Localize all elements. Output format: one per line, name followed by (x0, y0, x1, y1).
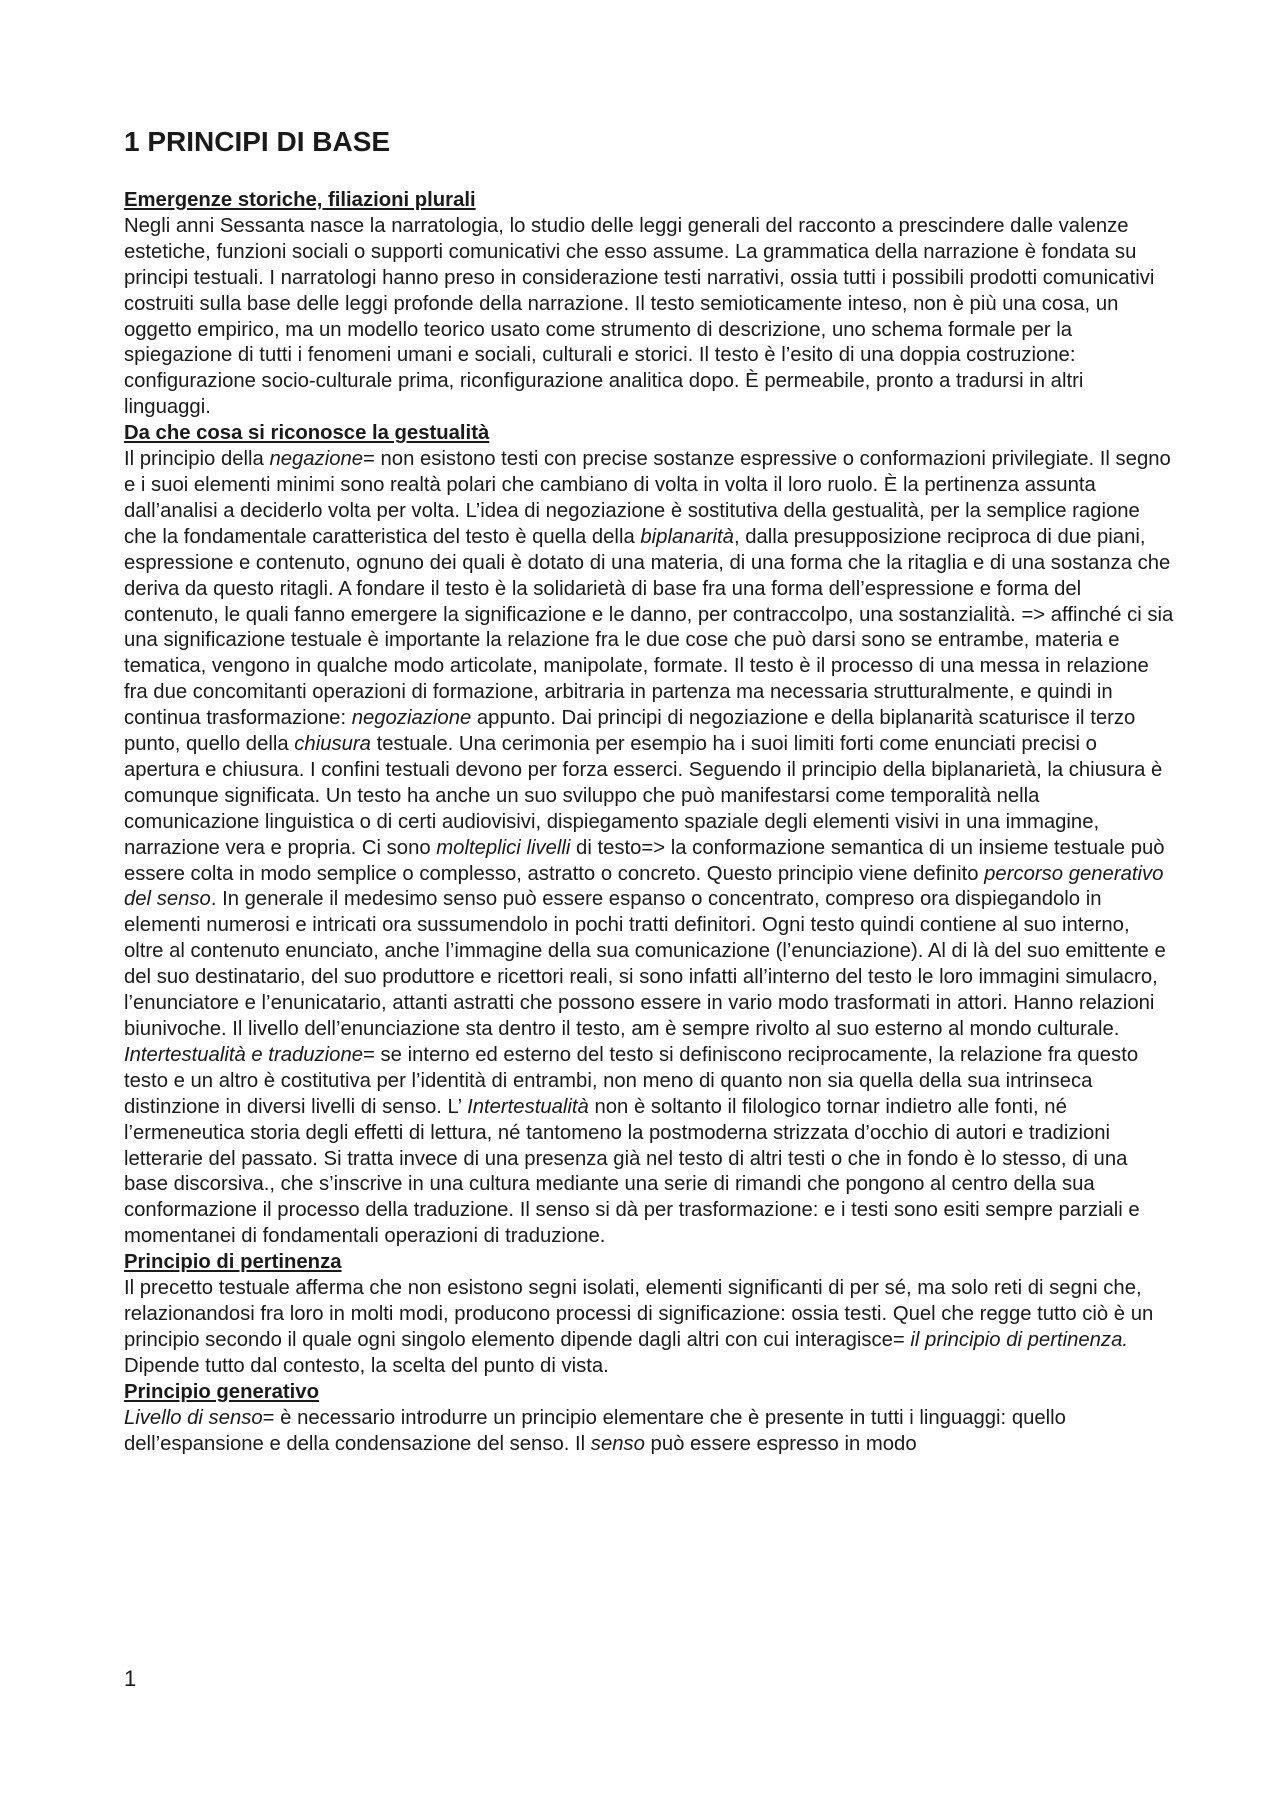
italic-term: chiusura (294, 733, 371, 756)
text-run: non è soltanto il filologico tornar indietro alle fonti, né l’ermeneutica storia degli effetti di lettura, né tantomeno la postmoderna strizzata d’occhio di autori e tradizioni letterarie del passato. Si tratta invece di una presenza già nel testo di altri testi o che in fondo è lo stesso, di una base discorsiva., che s’inscrive in una cultura mediante una serie di rimandi che pongono al centro della sua conformazione il processo della traduzione. Il senso si dà per trasformazione: e i testi sono esiti sempre parziali e momentanei di fondamentali operazioni di traduzione. (124, 1095, 1140, 1248)
page-number: 1 (124, 1666, 137, 1691)
section-paragraph (124, 1276, 1174, 1380)
italic-term: percorso generativo del senso (124, 862, 1164, 911)
italic-term: Intertestualità (467, 1095, 589, 1118)
text-run: testuale. Una cerimonia per esempio ha i suoi limiti forti come enunciati precisi o apertura e chiusura. I confini testuali devono per forza esserci. Seguendo il principio della biplanarietà, la chiusura è comunque significata. Un testo ha anche un suo sviluppo che può manifestarsi come temporalità nella comunicazione linguistica o di certi audiovisivi, dispiegamento spaziale degli elementi visivi in una immagine, narrazione vera e propria. Ci sono (124, 733, 1163, 859)
section-heading: Emergenze storiche, filiazioni plurali (124, 189, 476, 211)
section-heading: Principio di pertinenza (124, 1251, 342, 1274)
italic-term: negazione (269, 448, 364, 471)
italic-term: molteplici livelli (436, 836, 571, 859)
section-paragraph (124, 447, 1174, 1250)
italic-term: Intertestualità e traduzione (124, 1043, 364, 1066)
document-body (124, 188, 1174, 1457)
section-paragraph (124, 214, 1174, 421)
section-paragraph (124, 1406, 1174, 1458)
italic-term: biplanarità (640, 525, 734, 548)
text-run: = se interno ed esterno del testo si definiscono reciprocamente, la relazione fra questo testo e un altro è costitutiva per l’identità di entrambi, non meno di quanto non sia quella della sua intrinseca distinzione in diversi livelli di senso. L’ (124, 1043, 1139, 1118)
text-run: = non esistono testi con precise sostanze espressive o conformazioni privilegiate. Il segno e i suoi elementi minimi sono realtà polari che cambiano di volta in volta il loro ruolo. È la pertinenza assunta dall’analisi a deciderlo volta per volta. L’idea di negoziazione è sostitutiva della gestualità, per la semplice ragione che la fondamentale caratteristica del testo è quella della (124, 448, 1171, 548)
text-run: Dipende tutto dal contesto, la scelta del punto di vista. (124, 1354, 609, 1377)
text-run: = è necessario introdurre un principio elementare che è presente in tutti i linguaggi: quello dell’espansione e della condensazione del senso. Il (124, 1406, 1066, 1455)
section-principio-pertinenza (124, 1250, 1174, 1380)
text-run: appunto. Dai principi di negoziazione e della biplanarità scaturisce il terzo punto, quello della (124, 707, 1136, 756)
text-run: Il precetto testuale afferma che non esistono segni isolati, elementi significanti di per sé, ma solo reti di segni che, relazionandosi fra loro in molti modi, producono processi di significazione: ossia testi. Quel che regge tutto ciò è un principio secondo il quale ogni singolo elemento dipende dagli altri con cui interagisce= (124, 1277, 1154, 1351)
italic-term: negoziazione (351, 707, 472, 730)
section-principio-generativo (124, 1380, 1174, 1458)
text-run: . In generale il medesimo senso può essere espanso o concentrato, compreso ora dispiegandolo in elementi numerosi e intricati ora sussumendolo in pochi tratti definitori. Ogni testo quindi contiene al suo interno, oltre al contenuto enunciato, anche l’immagine della sua comunicazione (l’enunciazione). Al di là del suo emittente e del suo destinatario, del suo produttore e ricettori reali, si sono infatti all’interno del testo le loro immagini simulacro, l’enunciatore e l’enunicatario, attanti astratti che possono essere in vario modo trasformati in attori. Hanno relazioni biunivoche. Il livello dell’enunciazione sta dentro il testo, am è sempre rivolto al suo esterno al mondo culturale. (124, 888, 1166, 1040)
italic-term: il principio di pertinenza. (910, 1328, 1128, 1351)
section-gestualita (124, 421, 1174, 1250)
section-heading: Principio generativo (124, 1380, 319, 1403)
text-run: di testo=> la conformazione semantica di un insieme testuale può essere colta in modo semplice o complesso, astratto o concreto. Questo principio viene definito (124, 836, 1165, 885)
text-run: Negli anni Sessanta nasce la narratologia, lo studio delle leggi generali del racconto a prescindere dalle valenze estetiche, funzioni sociali o supporti comunicativi che esso assume. La grammatica della narrazione è fondata su principi testuali. I narratologi hanno preso in considerazione testi narrativi, ossia tutti i possibili prodotti comunicativi costruiti sulla base delle leggi profonde della narrazione. Il testo semioticamente inteso, non è più una cosa, un oggetto empirico, ma un modello teorico usato come strumento di descrizione, uno schema formale per la spiegazione di tutti i fenomeni umani e sociali, culturali e storici. Il testo è l’esito di una doppia costruzione: configurazione socio-culturale prima, riconfigurazione analitica dopo. È permeabile, pronto a tradursi in altri linguaggi. (124, 214, 1155, 419)
text-run: Il principio della (124, 448, 270, 471)
italic-term: senso (590, 1432, 645, 1455)
italic-term: Livello di senso (124, 1406, 263, 1429)
page-title: 1 PRINCIPI DI BASE (124, 126, 391, 157)
text-run: , dalla presupposizione reciproca di due piani, espressione e contenuto, ognuno dei quali è dotato di una materia, di una forma che la ritaglia e di una sostanza che deriva da questo ritagli. A fondare il testo è la solidarietà di base fra una forma dell’espressione e forma del contenuto, le quali fanno emergere la significazione e le danno, per contraccolpo, una sostanzialità. => affinché ci sia una significazione testuale è importante la relazione fra le due cose che può darsi sono se entrambe, materia e tematica, vengono in qualche modo articolate, manipolate, formate. Il testo è il processo di una messa in relazione fra due concomitanti operazioni di formazione, arbitraria in partenza ma necessaria strutturalmente, e quindi in continua trasformazione: (124, 525, 1174, 730)
text-run: può essere espresso in modo (644, 1432, 917, 1455)
section-heading: Da che cosa si riconosce la gestualità (124, 422, 490, 445)
section-emergenze-storiche (124, 188, 1174, 421)
